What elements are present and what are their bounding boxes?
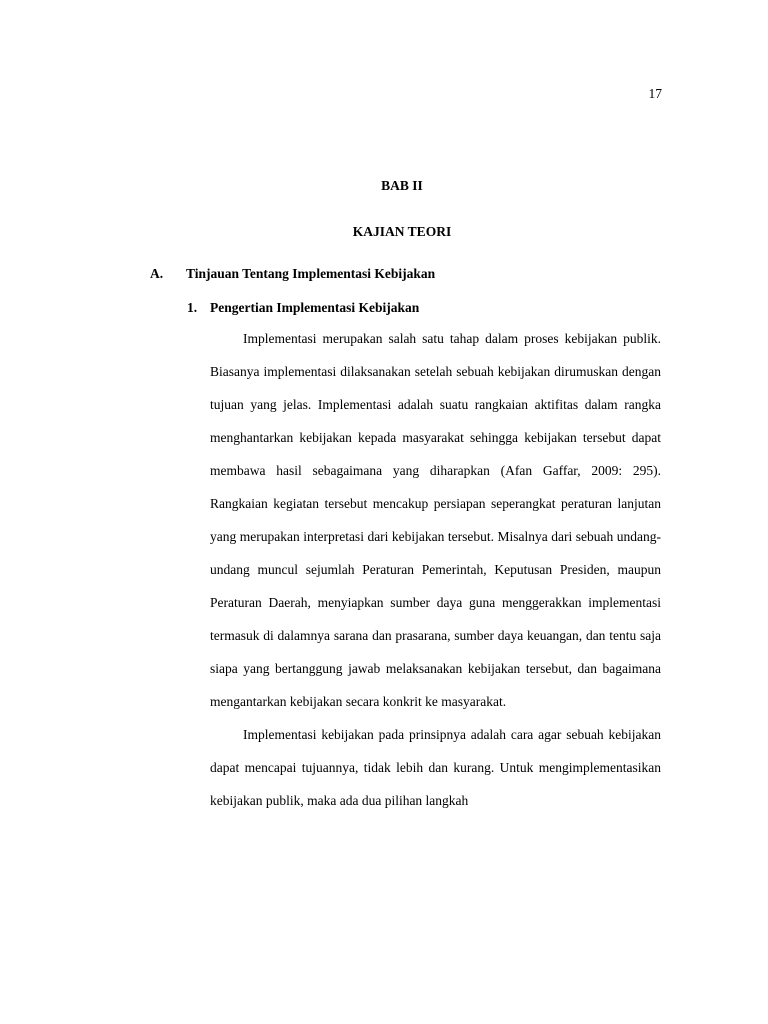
section-heading xyxy=(150,266,435,282)
page-number: 17 xyxy=(648,86,662,101)
subsection-heading xyxy=(187,300,419,316)
subsection-number: 1. xyxy=(187,300,198,315)
section-title: Tinjauan Tentang Implementasi Kebijakan xyxy=(186,266,436,281)
subsection-title: Pengertian Implementasi Kebijakan xyxy=(210,300,420,315)
paragraph: Implementasi merupakan salah satu tahap dalam proses kebijakan publik. Biasanya implementasi dilaksanakan setelah sebuah kebijakan dirumuskan dengan tujuan yang jelas. Implementasi adalah suatu rangkaian aktifitas dalam rangka menghantarkan kebijakan kepada masyarakat sehingga kebijakan tersebut dapat membawa hasil sebagaimana yang diharapkan (Afan Gaffar, 2009: 295). Rangkaian kegiatan tersebut mencakup persiapan seperangkat peraturan lanjutan yang merupakan interpretasi dari kebijakan tersebut. Misalnya dari sebuah undang-undang muncul sejumlah Peraturan Pemerintah, Keputusan Presiden, maupun Peraturan Daerah, menyiapkan sumber daya guna menggerakkan implementasi termasuk di dalamnya sarana dan prasarana, sumber daya keuangan, dan tentu saja siapa yang bertanggung jawab melaksanakan kebijakan tersebut, dan bagaimana mengantarkan kebijakan secara konkrit ke masyarakat. xyxy=(210,331,661,709)
paragraph: Implementasi kebijakan pada prinsipnya adalah cara agar sebuah kebijakan dapat mencapai tujuannya, tidak lebih dan kurang. Untuk mengimplementasikan kebijakan publik, maka ada dua pilihan langkah xyxy=(210,727,661,808)
body-text xyxy=(210,322,661,817)
chapter-number: BAB II xyxy=(381,178,423,193)
chapter-title: KAJIAN TEORI xyxy=(352,224,452,239)
section-letter: A. xyxy=(150,266,164,281)
